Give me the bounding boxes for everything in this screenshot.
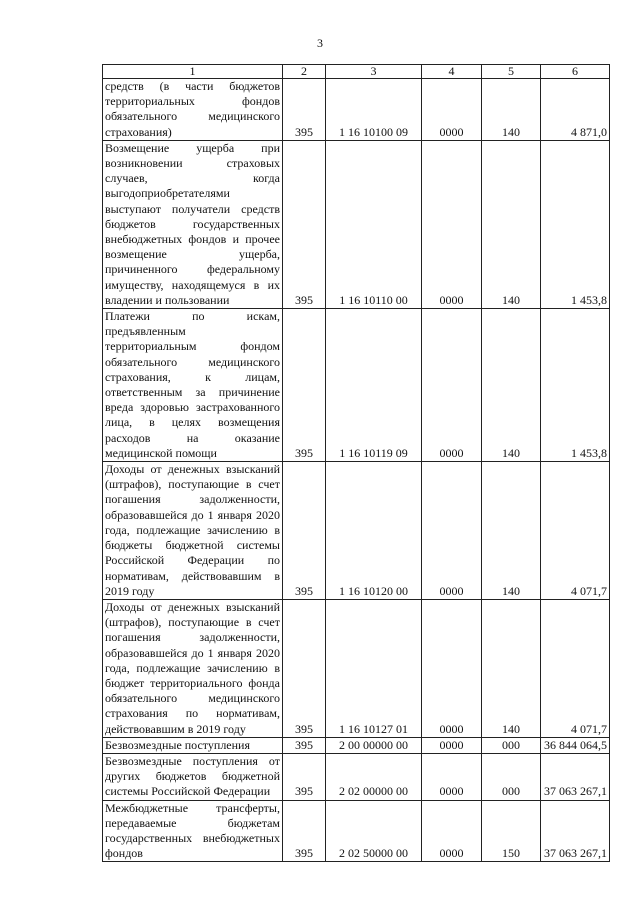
row-description: Межбюджетные трансферты, передаваемые бюджетам государственных внебюджетных фондов [103, 800, 283, 862]
row-amount: 37 063 267,1 [541, 800, 610, 862]
row-description: средств (в части бюджетов территориальных фондов обязательного медицинского страхования) [103, 79, 283, 141]
row-program-code: 0000 [422, 800, 482, 862]
row-amount: 4 071,7 [541, 599, 610, 737]
row-program-code: 0000 [422, 599, 482, 737]
budget-table [102, 64, 610, 862]
header-row [103, 65, 610, 79]
header-col-4: 4 [422, 65, 482, 79]
row-description: Возмещение ущерба при возникновении страховых случаев, когда выгодоприобретателями выступают получатели средств бюджетов государственных внебюджетных фондов и прочее возмещение ущерба, причиненного федеральному имуществу, находящемуся в их владении и пользовании [103, 140, 283, 308]
header-col-2: 2 [283, 65, 326, 79]
row-kind-code: 140 [482, 309, 541, 462]
header-col-3: 3 [326, 65, 422, 79]
row-kind-code: 140 [482, 599, 541, 737]
row-kind-code: 140 [482, 79, 541, 141]
row-amount: 1 453,8 [541, 140, 610, 308]
row-admin-code: 395 [283, 599, 326, 737]
row-description: Платежи по искам, предъявленным территориальным фондом обязательного медицинского страхования, к лицам, ответственным за причинение вреда здоровью застрахованного лица, в целях возмещения расходов на оказание медицинской помощи [103, 309, 283, 462]
row-admin-code: 395 [283, 140, 326, 308]
row-kbk-code: 1 16 10127 01 [326, 599, 422, 737]
table-row [103, 737, 610, 753]
row-description: Доходы от денежных взысканий (штрафов), поступающие в счет погашения задолженности, образовавшейся до 1 января 2020 года, подлежащие зачислению в бюджет территориального фонда обязательного медицинского страхования по нормативам, действовавшим в 2019 году [103, 599, 283, 737]
row-admin-code: 395 [283, 753, 326, 800]
row-kbk-code: 2 02 50000 00 [326, 800, 422, 862]
table-row [103, 753, 610, 800]
row-program-code: 0000 [422, 737, 482, 753]
row-kind-code: 150 [482, 800, 541, 862]
row-kbk-code: 2 02 00000 00 [326, 753, 422, 800]
row-kbk-code: 1 16 10100 09 [326, 79, 422, 141]
row-admin-code: 395 [283, 462, 326, 600]
row-kind-code: 140 [482, 140, 541, 308]
row-amount: 4 071,7 [541, 462, 610, 600]
row-kbk-code: 2 00 00000 00 [326, 737, 422, 753]
row-admin-code: 395 [283, 309, 326, 462]
table-row [103, 79, 610, 141]
row-kbk-code: 1 16 10119 09 [326, 309, 422, 462]
row-kbk-code: 1 16 10120 00 [326, 462, 422, 600]
row-description: Безвозмездные поступления [103, 737, 283, 753]
row-program-code: 0000 [422, 140, 482, 308]
row-program-code: 0000 [422, 309, 482, 462]
row-amount: 4 871,0 [541, 79, 610, 141]
row-kind-code: 000 [482, 737, 541, 753]
header-col-1: 1 [103, 65, 283, 79]
row-amount: 37 063 267,1 [541, 753, 610, 800]
row-program-code: 0000 [422, 753, 482, 800]
row-admin-code: 395 [283, 737, 326, 753]
row-kind-code: 140 [482, 462, 541, 600]
table-row [103, 599, 610, 737]
row-program-code: 0000 [422, 462, 482, 600]
table-row [103, 309, 610, 462]
table-row [103, 462, 610, 600]
row-description: Безвозмездные поступления от других бюджетов бюджетной системы Российской Федерации [103, 753, 283, 800]
page-number: 3 [317, 36, 323, 50]
row-kind-code: 000 [482, 753, 541, 800]
row-program-code: 0000 [422, 79, 482, 141]
row-admin-code: 395 [283, 79, 326, 141]
row-amount: 36 844 064,5 [541, 737, 610, 753]
header-col-6: 6 [541, 65, 610, 79]
row-admin-code: 395 [283, 800, 326, 862]
row-description: Доходы от денежных взысканий (штрафов), поступающие в счет погашения задолженности, образовавшейся до 1 января 2020 года, подлежащие зачислению в бюджеты бюджетной системы Российской Федерации по нормативам, действовавшим в 2019 году [103, 462, 283, 600]
row-amount: 1 453,8 [541, 309, 610, 462]
row-kbk-code: 1 16 10110 00 [326, 140, 422, 308]
table-row [103, 140, 610, 308]
header-col-5: 5 [482, 65, 541, 79]
table-row [103, 800, 610, 862]
